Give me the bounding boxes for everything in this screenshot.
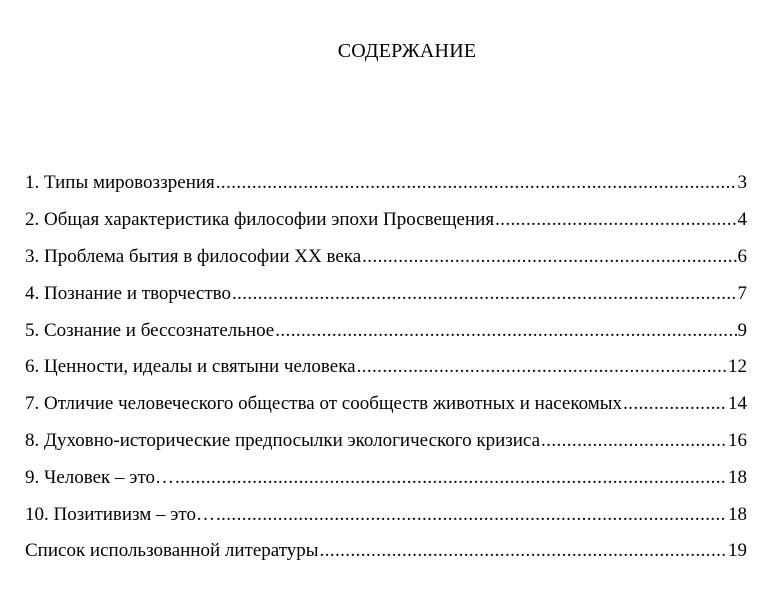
toc-leader-dots [216,504,727,526]
toc-entry-label: 2. Общая характеристика философии эпохи Просвещения [25,209,495,231]
toc-entry-label: 1. Типы мировоззрения [25,172,215,194]
toc-entry-page: 18 [728,466,747,488]
toc-entry[interactable] [25,496,747,533]
toc-entry[interactable] [25,312,747,349]
toc-entry-page: 7 [737,282,747,304]
toc-leader-dots [357,356,727,378]
toc-entry[interactable] [25,423,747,460]
toc-entry-label: 3. Проблема бытия в философии XX века [25,245,362,267]
toc-entry[interactable] [25,459,747,496]
toc-entry-page: 19 [728,540,747,562]
toc-leader-dots [320,540,727,562]
toc-entry-label: 5. Сознание и бессознательное [25,319,275,341]
toc-leader-dots [541,430,727,452]
toc-entry[interactable] [25,202,747,239]
toc-entry-page: 9 [737,319,747,341]
toc-entry[interactable] [25,349,747,386]
table-of-contents [25,165,747,570]
toc-leader-dots [362,246,736,268]
toc-entry[interactable] [25,386,747,423]
toc-entry-label: 8. Духовно-исторические предпосылки экологического кризиса [25,429,541,451]
toc-entry[interactable] [25,239,747,276]
toc-leader-dots [232,283,737,305]
toc-entry-page: 12 [728,356,747,378]
toc-leader-dots [216,172,737,194]
toc-entry-label: 7. Отличие человеческого общества от сообществ животных и насекомых [25,393,623,415]
toc-leader-dots [495,209,736,231]
toc-entry-label: 4. Познание и творчество [25,282,231,304]
page-title: СОДЕРЖАНИЕ [337,40,477,62]
toc-leader-dots [175,467,727,489]
toc-entry-label: 6. Ценности, идеалы и святыни человека [25,356,356,378]
toc-leader-dots [623,393,727,415]
toc-entry[interactable] [25,165,747,202]
toc-entry[interactable] [25,533,747,570]
toc-entry-page: 6 [737,245,747,267]
toc-entry-page: 4 [737,209,747,231]
toc-entry-page: 16 [728,429,747,451]
toc-entry-page: 14 [728,393,747,415]
toc-leader-dots [275,320,736,342]
toc-entry-page: 3 [737,172,747,194]
toc-entry[interactable] [25,275,747,312]
toc-entry-label: Список использованной литературы [25,540,319,562]
toc-entry-label: 10. Позитивизм – это… [25,503,215,525]
toc-entry-page: 18 [728,503,747,525]
toc-entry-label: 9. Человек – это… [25,466,174,488]
